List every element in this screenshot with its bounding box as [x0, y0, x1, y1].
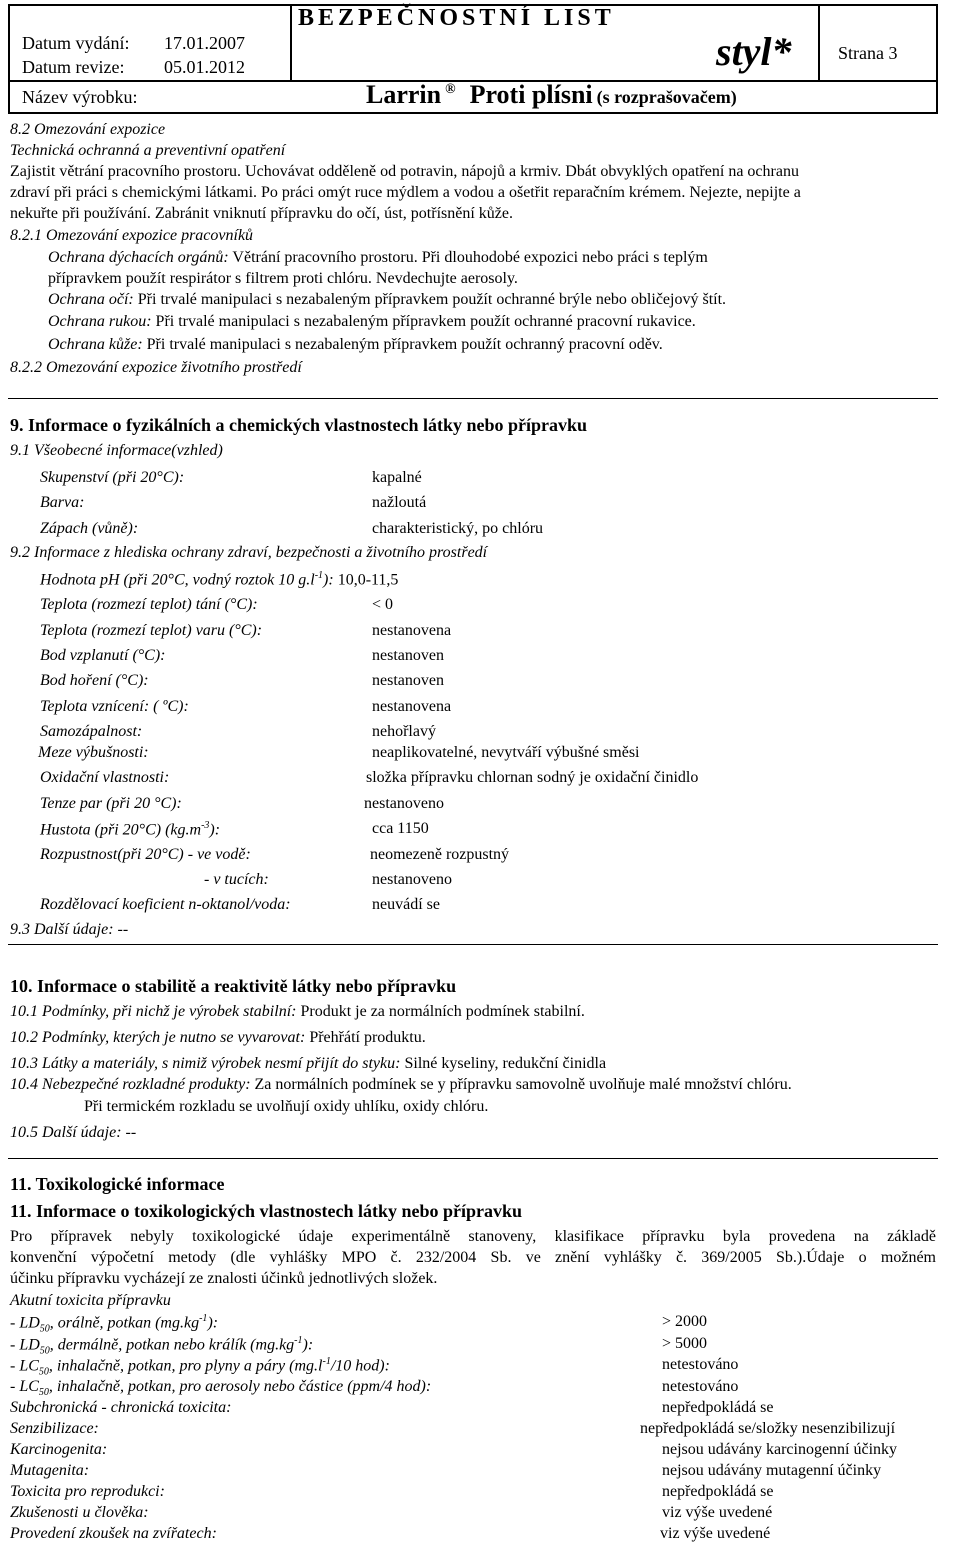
doc-title: BEZPEČNOSTNÍ LIST — [298, 5, 615, 31]
header-col-divider-2 — [818, 4, 820, 82]
tox-label: Toxicita pro reprodukci: — [10, 1483, 165, 1500]
tox-value: viz výše uvedené — [660, 1525, 771, 1542]
ld-text: , orálně, potkan (mg.kg — [49, 1314, 200, 1332]
lc-gas-value: netestováno — [662, 1356, 739, 1373]
prop-label: Teplota (rozmezí teplot) varu (°C): — [40, 622, 263, 639]
density-value: cca 1150 — [372, 820, 429, 837]
heading-8-2: 8.2 Omezování expozice — [10, 121, 166, 138]
tox-label: Provedení zkoušek na zvířatech: — [10, 1525, 217, 1542]
tox-label: Subchronická - chronická toxicita: — [10, 1399, 232, 1416]
product-rest: Proti plísni — [469, 80, 593, 109]
ld-sub: 50 — [39, 1323, 50, 1335]
prop-value: charakteristický, po chlóru — [372, 520, 544, 537]
lc-gas-label — [10, 1357, 390, 1378]
header-bottom-border — [8, 112, 938, 114]
ld-sup: -1 — [294, 1335, 303, 1346]
lc-aerosol-value: netestováno — [662, 1378, 739, 1395]
issue-date: 17.01.2007 — [164, 33, 245, 53]
density-end: ): — [209, 821, 221, 839]
ld-prefix: - LD — [10, 1336, 40, 1354]
ld-oral-value: > 2000 — [662, 1313, 708, 1330]
revision-date: 05.01.2012 — [164, 57, 245, 77]
stability-row — [10, 1004, 585, 1020]
eyes-row — [48, 292, 726, 308]
lc-text: , inhalačně, potkan, pro plyny a páry (mg.l — [48, 1357, 323, 1375]
product-note: (s rozprašovačem) — [596, 87, 737, 107]
lc-text: , inhalačně, potkan, pro aerosoly nebo částice (ppm/4 hod): — [48, 1378, 432, 1395]
ph-row — [40, 571, 398, 588]
section-divider — [8, 1158, 938, 1159]
lc-end: /10 hod): — [330, 1357, 390, 1375]
prop-label: Meze výbušnosti: — [38, 744, 149, 761]
section-divider — [8, 944, 938, 945]
tox-para-line: konvenční výpočetní metody (dle vyhlášky MPO č. 232/2004 Sb. ve znění vyhlášky č. 369/2005 Sb.).Údaje o možném — [10, 1249, 936, 1266]
decomposition-text: Za normálních podmínek se y přípravku samovolně uvolňuje malé množství chlóru. — [254, 1076, 792, 1093]
prop-value: nažloutá — [372, 494, 427, 511]
tox-value: nepředpokládá se — [662, 1483, 774, 1500]
prop-label: Zápach (vůně): — [40, 520, 139, 537]
resp-text: Větrání pracovního prostoru. Při dlouhodobé expozici nebo práci s teplým — [232, 249, 708, 266]
tox-value: viz výše uvedené — [662, 1504, 773, 1521]
prop-value: nestanoven — [372, 672, 444, 689]
styl-logo: styl* — [716, 29, 792, 74]
heading-9-3: 9.3 Další údaje: -- — [10, 921, 129, 938]
resp-label: Ochrana dýchacích orgánů: — [48, 249, 229, 266]
tox-label: Karcinogenita: — [10, 1441, 108, 1458]
prop-label: Barva: — [40, 494, 85, 511]
ld-end: ): — [302, 1336, 314, 1354]
hands-text: Při trvalé manipulaci s nezabaleným přípravkem použít ochranné pracovní rukavice. — [155, 313, 696, 330]
tech-heading: Technická ochranná a preventivní opatření — [10, 142, 286, 159]
density-label: Hustota (při 20°C) (kg.m — [40, 821, 202, 839]
skin-text: Při trvalé manipulaci s nezabaleným přípravkem použít ochranný pracovní oděv. — [146, 336, 663, 353]
prop-value: nestanoven — [372, 647, 444, 664]
ld-dermal-value: > 5000 — [662, 1335, 708, 1352]
incompatible-text: Silné kyseliny, redukční činidla — [404, 1055, 607, 1072]
ph-label: Hodnota pH (při 20°C, vodný roztok 10 g.l — [40, 571, 315, 589]
header-right-border — [936, 4, 938, 114]
section-10-title: 10. Informace o stabilitě a reaktivitě látky nebo přípravku — [10, 976, 457, 996]
acute-heading: Akutní toxicita přípravku — [10, 1292, 171, 1309]
product-label: Název výrobku: — [22, 87, 138, 107]
tox-value: nepředpokládá se/složky nesenzibilizují — [640, 1420, 896, 1437]
solubility-fat-value: nestanoveno — [372, 871, 452, 888]
section-11-subtitle: 11. Informace o toxikologických vlastnostech látky nebo přípravku — [10, 1201, 523, 1221]
ph-end: ): — [323, 571, 334, 589]
product-name: Larrin — [366, 80, 442, 109]
product-title — [366, 82, 737, 108]
tox-value: nejsou udávány mutagenní účinky — [662, 1462, 882, 1479]
section-divider — [8, 398, 938, 399]
stability-text: Produkt je za normálních podmínek stabilní. — [300, 1003, 585, 1020]
para-line: nekuřte při používání. Zabránit vniknutí přípravku do očí, úst, potřísnění kůže. — [10, 205, 513, 222]
eyes-text: Při trvalé manipulaci s nezabaleným přípravkem použít ochranné brýle nebo obličejový štít. — [137, 291, 727, 308]
heading-8-2-2: 8.2.2 Omezování expozice životního prostředí — [10, 359, 302, 376]
ph-value: 10,0-11,5 — [337, 571, 399, 589]
ld-end: ): — [207, 1314, 219, 1332]
skin-row — [48, 337, 663, 353]
heading-9-2: 9.2 Informace z hlediska ochrany zdraví, bezpečnosti a životního prostředí — [10, 544, 488, 561]
lc-sup: -1 — [322, 1356, 331, 1367]
ld-sub: 50 — [39, 1345, 50, 1357]
prop-value: < 0 — [372, 596, 394, 613]
solubility-water-value: neomezeně rozpustný — [370, 846, 510, 863]
ld-prefix: - LD — [10, 1314, 40, 1332]
incompatible-row — [10, 1056, 606, 1072]
revision-label: Datum revize: — [22, 57, 125, 77]
hands-label: Ochrana rukou: — [48, 313, 152, 330]
eyes-label: Ochrana očí: — [48, 291, 134, 308]
resp-text-2: přípravkem použít respirátor s filtrem proti chlóru. Nevdechujte aerosoly. — [48, 270, 518, 287]
prop-value: nestanovena — [372, 622, 452, 639]
stability-label: 10.1 Podmínky, při nichž je výrobek stabilní: — [10, 1003, 297, 1020]
prop-value: nehořlavý — [372, 723, 436, 740]
decomposition-row — [10, 1077, 792, 1093]
ph-sup: -1 — [314, 570, 324, 581]
prop-label: Bod hoření (°C): — [40, 672, 149, 689]
prop-value: nestanoveno — [364, 795, 444, 812]
prop-value: složka přípravku chlornan sodný je oxidační činidlo — [366, 769, 699, 786]
tox-label: Zkušenosti u člověka: — [10, 1504, 149, 1521]
decomposition-label: 10.4 Nebezpečné rozkladné produkty: — [10, 1076, 251, 1093]
ld-sup: -1 — [199, 1313, 208, 1324]
avoid-label: 10.2 Podmínky, kterých je nutno se vyvarovat: — [10, 1029, 306, 1046]
ld-dermal-label — [10, 1336, 313, 1357]
prop-label: Tenze par (při 20 °C): — [40, 795, 182, 812]
koc-label: Rozdělovací koeficient n-oktanol/voda: — [40, 896, 291, 913]
tox-label: Senzibilizace: — [10, 1420, 99, 1437]
lc-prefix: - LC — [10, 1378, 39, 1395]
tox-para-line: Pro přípravek nebyly toxikologické údaje experimentálně stanoveny, klasifikace přípravku byla provedena na základě — [10, 1228, 936, 1245]
prop-value: nestanovena — [372, 698, 452, 715]
prop-label: Samozápalnost: — [40, 723, 143, 740]
avoid-text: Přehřátí produktu. — [309, 1029, 426, 1046]
ld-oral-label — [10, 1314, 218, 1335]
avoid-row — [10, 1030, 426, 1046]
para-line: zdraví při práci s chemickými látkami. Po práci omýt ruce mýdlem a vodou a ošetřit reparačním krémem. Nejezte, nepijte a — [10, 184, 801, 201]
resp-row — [48, 250, 708, 266]
header-left-border — [8, 4, 10, 114]
heading-8-2-1: 8.2.1 Omezování expozice pracovníků — [10, 227, 254, 244]
incompatible-label: 10.3 Látky a materiály, s nimiž výrobek nesmí přijít do styku: — [10, 1055, 401, 1072]
lc-sub: 50 — [38, 1366, 49, 1378]
density-row — [40, 821, 220, 838]
page-number: Strana 3 — [838, 43, 898, 63]
solubility-fat-label: - v tucích: — [204, 871, 269, 888]
issue-label: Datum vydání: — [22, 33, 130, 53]
lc-prefix: - LC — [10, 1357, 39, 1375]
density-sup: -3 — [201, 820, 210, 831]
prop-label: Teplota vznícení: ( ºC): — [40, 698, 189, 715]
hands-row — [48, 314, 696, 330]
prop-value: kapalné — [372, 469, 422, 486]
prop-label: Teplota (rozmezí teplot) tání (°C): — [40, 596, 258, 613]
registered-mark: ® — [445, 81, 456, 97]
tox-value: nepředpokládá se — [662, 1399, 774, 1416]
tox-para-line: účinku přípravku vycházejí ze znalosti účinků jednotlivých složek. — [10, 1270, 438, 1287]
heading-9-1: 9.1 Všeobecné informace(vzhled) — [10, 442, 223, 459]
tox-value: nejsou udávány karcinogenní účinky — [662, 1441, 898, 1458]
section-11-title: 11. Toxikologické informace — [10, 1174, 225, 1194]
decomposition-text-2: Při termickém rozkladu se uvolňují oxidy uhlíku, oxidy chlóru. — [84, 1098, 489, 1115]
lc-aerosol-label — [10, 1379, 431, 1398]
prop-label: Bod vzplanutí (°C): — [40, 647, 166, 664]
section-9-title: 9. Informace o fyzikálních a chemických vlastnostech látky nebo přípravku — [10, 415, 588, 435]
ld-text: , dermálně, potkan nebo králík (mg.kg — [49, 1336, 295, 1354]
solubility-water-label: Rozpustnost(při 20°C) - ve vodě: — [40, 846, 251, 863]
prop-label: Oxidační vlastnosti: — [40, 769, 170, 786]
para-line: Zajistit větrání pracovního prostoru. Uchovávat odděleně od potravin, nápojů a krmiv. Dbát obvyklých opatření na ochranu — [10, 163, 799, 180]
heading-10-5: 10.5 Další údaje: -- — [10, 1124, 137, 1141]
skin-label: Ochrana kůže: — [48, 336, 143, 353]
header-col-divider-1 — [290, 4, 292, 82]
lc-sub: 50 — [38, 1387, 49, 1399]
prop-label: Skupenství (při 20°C): — [40, 469, 185, 486]
koc-value: neuvádí se — [372, 896, 440, 913]
prop-value: neaplikovatelné, nevytváří výbušné směsi — [372, 744, 640, 761]
tox-label: Mutagenita: — [10, 1462, 90, 1479]
